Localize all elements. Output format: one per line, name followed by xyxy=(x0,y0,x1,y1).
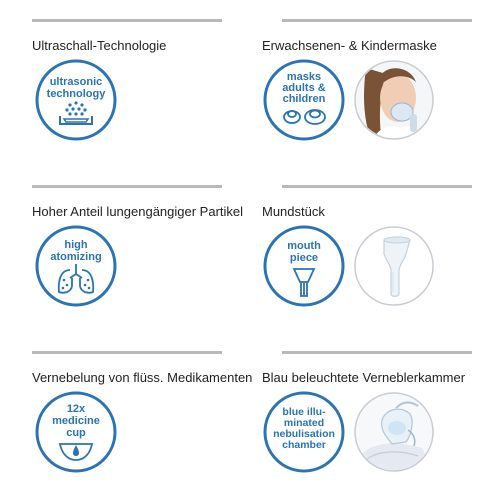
badge-line: piece xyxy=(289,252,319,264)
nebuliser-chamber-photo-icon xyxy=(352,390,436,474)
ultrasonic-badge-icon xyxy=(34,58,118,142)
chamber-badge-icon xyxy=(262,390,346,474)
badge-line: cup xyxy=(66,427,86,439)
feature-ultrasonic xyxy=(0,0,250,166)
feature-title: Erwachsenen- & Kindermaske xyxy=(262,38,437,53)
badge-line: medicine xyxy=(52,415,100,427)
badge-line: atomizing xyxy=(50,251,102,263)
divider xyxy=(32,185,222,188)
badge-line: children xyxy=(282,93,326,105)
feature-title: Blau beleuchtete Verneblerkammer xyxy=(262,370,466,385)
badge-line: ultrasonic xyxy=(49,76,103,88)
feature-title: Ultraschall-Technologie xyxy=(32,38,167,53)
feature-mouthpiece xyxy=(250,166,500,332)
feature-illuminated-chamber xyxy=(250,332,500,498)
divider xyxy=(282,185,472,188)
badge-line: blue illu- xyxy=(282,406,326,418)
divider xyxy=(32,19,222,22)
feature-title: Mundstück xyxy=(262,204,325,219)
masks-badge-icon xyxy=(262,58,346,142)
badge-line: high xyxy=(64,239,88,251)
mouthpiece-badge-icon xyxy=(262,224,346,308)
feature-medicine-cup xyxy=(0,332,253,498)
lungs-badge-icon xyxy=(34,224,118,308)
badge-line: chamber xyxy=(282,439,326,451)
mouthpiece-photo-icon xyxy=(352,224,436,308)
feature-title: Vernebelung von flüss. Medikamenten xyxy=(32,370,253,385)
badge-line: 12x xyxy=(66,403,86,415)
badge-line: technology xyxy=(46,88,106,100)
badge-line: nebulisation xyxy=(273,428,335,440)
feature-masks xyxy=(250,0,500,166)
badge-line: minated xyxy=(283,417,325,429)
badge-line: adults & xyxy=(282,82,326,94)
badge-line: masks xyxy=(286,71,322,83)
badge-line: mouth xyxy=(287,240,321,252)
woman-with-mask-photo-icon xyxy=(352,58,436,142)
feature-atomizing xyxy=(0,166,250,332)
divider xyxy=(282,351,472,354)
divider xyxy=(282,19,472,22)
divider xyxy=(32,351,222,354)
feature-title: Hoher Anteil lungengängiger Partikel xyxy=(32,204,244,219)
medicine-cup-badge-icon xyxy=(34,390,118,474)
